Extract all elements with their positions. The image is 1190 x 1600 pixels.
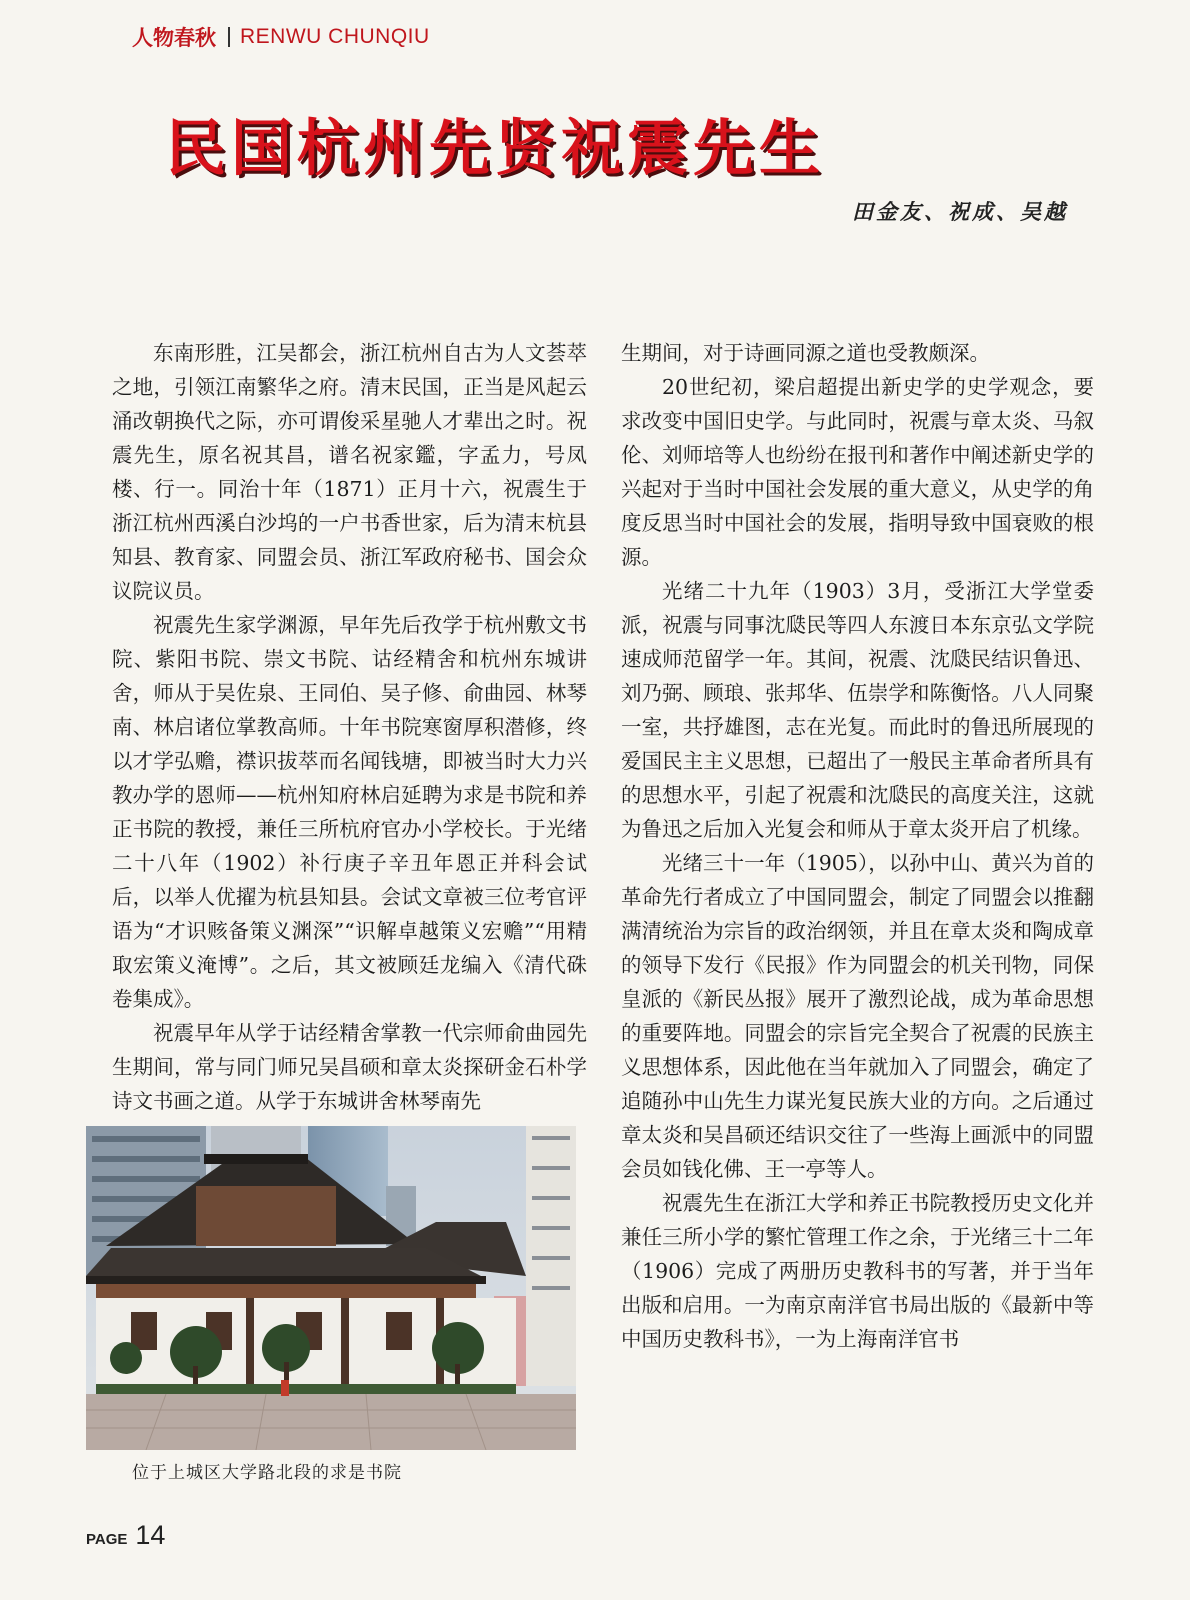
page-label: PAGE: [86, 1531, 128, 1548]
photo-caption: 位于上城区大学路北段的求是书院: [132, 1463, 402, 1483]
paragraph: 祝震先生在浙江大学和养正书院教授历史文化并兼任三所小学的繁忙管理工作之余，于光绪三十二年（1906）完成了两册历史教科书的写著，并于当年出版和启用。一为南京南洋官书局出版的《最新中等中国历史教科书》，一为上海南洋官书: [621, 1191, 1094, 1351]
academy-building-photo: [86, 1126, 576, 1450]
article-authors: 田金友、祝成、吴越: [852, 199, 1068, 224]
paragraph: 光绪二十九年（1903）3月，受浙江大学堂委派，祝震与同事沈瓞民等四人东渡日本东京弘文学院速成师范留学一年。其间，祝震、沈瓞民结识鲁迅、刘乃弼、顾琅、张邦华、伍崇学和陈衡恪。八人同聚一室，共抒雄图，志在光复。而此时的鲁迅所展现的爱国民主主义思想，已超出了一般民主革命者所具有的思想水平，引起了祝震和沈瓞民的高度关注，这就为鲁迅之后加入光复会和师从于章太炎开启了机缘。: [621, 579, 1094, 841]
section-header: [132, 22, 430, 52]
page-number-value: 14: [135, 1520, 166, 1550]
paragraph: 祝震早年从学于诂经精舍掌教一代宗师俞曲园先生期间，常与同门师兄吴昌硕和章太炎探研金石朴学诗文书画之道。从学于东城讲舍林琴南先: [112, 1021, 587, 1113]
paragraph: 光绪三十一年（1905），以孙中山、黄兴为首的革命先行者成立了中国同盟会，制定了同盟会以推翻满清统治为宗旨的政治纲领，并且在章太炎和陶成章的领导下发行《民报》作为同盟会的机关刊物，同保皇派的《新民丛报》展开了激烈论战，成为革命思想的重要阵地。同盟会的宗旨完全契合了祝震的民族主义思想体系，因此他在当年就加入了同盟会，确定了追随孙中山先生力谋光复民族大业的方向。之后通过章太炎和吴昌硕还结识交往了一些海上画派中的同盟会员如钱化佛、王一亭等人。: [621, 851, 1094, 1181]
paragraph: 东南形胜，江吴都会，浙江杭州自古为人文荟萃之地，引领江南繁华之府。清末民国，正当是风起云涌改朝换代之际，亦可谓俊采星驰人才辈出之时。祝震先生，原名祝其昌，谱名祝家鑑，字孟力，号凤楼、行一。同治十年（1871）正月十六，祝震生于浙江杭州西溪白沙坞的一户书香世家，后为清末杭县知县、教育家、同盟会员、浙江军政府秘书、国会众议院议员。: [112, 341, 587, 603]
section-name-en: RENWU CHUNQIU: [240, 25, 430, 48]
section-name-cn: 人物春秋: [132, 26, 216, 50]
page-number: [86, 1520, 165, 1551]
paragraph: 20世纪初，梁启超提出新史学的史学观念，要求改变中国旧史学。与此同时，祝震与章太炎、马叙伦、刘师培等人也纷纷在报刊和著作中阐述新史学的兴起对于当时中国社会发展的重大意义，从史学的角度反思当时中国社会的发展，指明导致中国衰败的根源。: [621, 375, 1094, 569]
left-column: [112, 336, 587, 1126]
section-divider: [228, 27, 230, 47]
right-column: [621, 336, 1094, 1471]
article-title: 民国杭州先贤祝震先生: [165, 113, 826, 184]
paragraph-continued: 生期间，对于诗画同源之道也受教颇深。: [621, 341, 990, 365]
paragraph: 祝震先生家学渊源，早年先后孜学于杭州敷文书院、紫阳书院、崇文书院、诂经精舍和杭州东城讲舍，师从于吴佐泉、王同伯、吴子修、俞曲园、林琴南、林启诸位掌教高师。十年书院寒窗厚积潜修，终以才学弘赡，襟识拔萃而名闻钱塘，即被当时大力兴教办学的恩师——杭州知府林启延聘为求是书院和养正书院的教授，兼任三所杭府官办小学校长。于光绪二十八年（1902）补行庚子辛丑年恩正并科会试后，以举人优擢为杭县知县。会试文章被三位考官评语为“才识赅备策义渊深”“识解卓越策义宏赡”“用精取宏策义淹博”。之后，其文被顾廷龙编入《清代硃卷集成》。: [112, 613, 587, 1011]
traditional-academy-building-photo-icon: [86, 1126, 576, 1450]
